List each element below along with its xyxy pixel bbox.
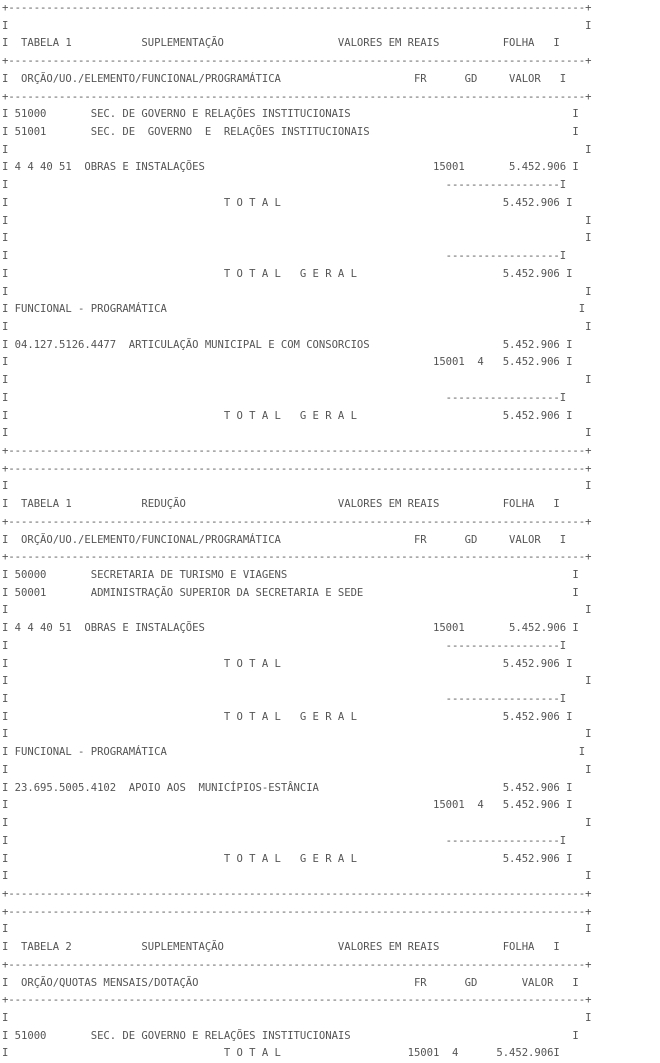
report-line: I T O T A L 5.452.906 I	[2, 196, 573, 209]
report-line: I I	[2, 214, 592, 227]
report-line: I T O T A L 15001 4 5.452.906I	[2, 1047, 560, 1060]
report-line: I I	[2, 763, 592, 776]
report-line: +-------------------------------------------------------------------------------------------+	[2, 958, 592, 971]
report-line: I T O T A L G E R A L 5.452.906 I	[2, 267, 573, 280]
report-line: I ------------------I	[2, 639, 567, 652]
report-line: +-------------------------------------------------------------------------------------------+	[2, 2, 592, 14]
report-line: I FUNCIONAL - PROGRAMÁTICA I	[2, 746, 586, 759]
report-line: +-------------------------------------------------------------------------------------------+	[2, 90, 592, 103]
report-line: I T O T A L 5.452.906 I	[2, 657, 573, 670]
report-line: I I	[2, 1011, 592, 1024]
report-line: I 50000 SECRETARIA DE TURISMO E VIAGENS I	[2, 569, 579, 581]
report-line: I ORÇÃO/UO./ELEMENTO/FUNCIONAL/PROGRAMÁTICA FR GD VALOR I	[2, 533, 567, 546]
report-line: I I	[2, 143, 592, 156]
report-line: I TABELA 2 SUPLEMENTAÇÃO VALORES EM REAIS FOLHA I	[2, 941, 560, 954]
report-line: I 4 4 40 51 OBRAS E INSTALAÇÕES 15001 5.452.906 I	[2, 161, 579, 174]
report-line: I ------------------I	[2, 693, 567, 706]
report-line: I ------------------I	[2, 834, 567, 847]
report-line: I I	[2, 320, 592, 333]
report-line: I 50001 ADMINISTRAÇÃO SUPERIOR DA SECRETARIA E SEDE I	[2, 586, 579, 599]
report-line: I I	[2, 675, 592, 688]
report-line: I I	[2, 374, 592, 387]
report-line: I I	[2, 285, 592, 298]
report-line: +-------------------------------------------------------------------------------------------+	[2, 444, 592, 457]
report-line: +-------------------------------------------------------------------------------------------+	[2, 462, 592, 475]
report-line: I ------------------I	[2, 179, 567, 192]
report-line: I 04.127.5126.4477 ARTICULAÇÃO MUNICIPAL E COM CONSORCIOS 5.452.906 I	[2, 338, 573, 351]
report-line: I T O T A L G E R A L 5.452.906 I	[2, 710, 573, 723]
report-line: I I	[2, 604, 592, 617]
report-line: I TABELA 1 REDUÇÃO VALORES EM REAIS FOLHA I	[2, 498, 560, 511]
report-line: +-------------------------------------------------------------------------------------------+	[2, 905, 592, 918]
report-line: I FUNCIONAL - PROGRAMÁTICA I	[2, 303, 586, 316]
report-line: I ORÇÃO/UO./ELEMENTO/FUNCIONAL/PROGRAMÁTICA FR GD VALOR I	[2, 72, 567, 85]
report-line: I I	[2, 19, 592, 32]
report-line: I 15001 4 5.452.906 I	[2, 799, 573, 812]
report-line: I 51000 SEC. DE GOVERNO E RELAÇÕES INSTITUCIONAIS I	[2, 108, 579, 121]
report-line: +-------------------------------------------------------------------------------------------+	[2, 515, 592, 528]
report-line: I I	[2, 870, 592, 883]
report-line: I I	[2, 427, 592, 440]
report-line: +-------------------------------------------------------------------------------------------+	[2, 994, 592, 1007]
report-line: I ------------------I	[2, 391, 567, 404]
report-line: I 51001 SEC. DE GOVERNO E RELAÇÕES INSTITUCIONAIS I	[2, 126, 579, 139]
report-line: I 23.695.5005.4102 APOIO AOS MUNICÍPIOS-ESTÂNCIA 5.452.906 I	[2, 781, 573, 794]
report-line: +-------------------------------------------------------------------------------------------+	[2, 551, 592, 564]
report-line: I I	[2, 232, 592, 245]
report-line: I I	[2, 480, 592, 493]
report-line: +-------------------------------------------------------------------------------------------+	[2, 55, 592, 68]
report-line: I I	[2, 728, 592, 741]
report-line: I 15001 4 5.452.906 I	[2, 356, 573, 369]
report-line: +-------------------------------------------------------------------------------------------+	[2, 887, 592, 900]
report-line: I TABELA 1 SUPLEMENTAÇÃO VALORES EM REAIS FOLHA I	[2, 37, 560, 50]
report-line: I ------------------I	[2, 250, 567, 263]
report-line: I T O T A L G E R A L 5.452.906 I	[2, 852, 573, 865]
report-line: I I	[2, 923, 592, 936]
report-line: I ORÇÃO/QUOTAS MENSAIS/DOTAÇÃO FR GD VALOR I	[2, 976, 579, 989]
report-line: I T O T A L G E R A L 5.452.906 I	[2, 409, 573, 422]
report-line: I 51000 SEC. DE GOVERNO E RELAÇÕES INSTITUCIONAIS I	[2, 1029, 579, 1042]
report-line: I I	[2, 817, 592, 830]
report-line: I 4 4 40 51 OBRAS E INSTALAÇÕES 15001 5.452.906 I	[2, 622, 579, 635]
